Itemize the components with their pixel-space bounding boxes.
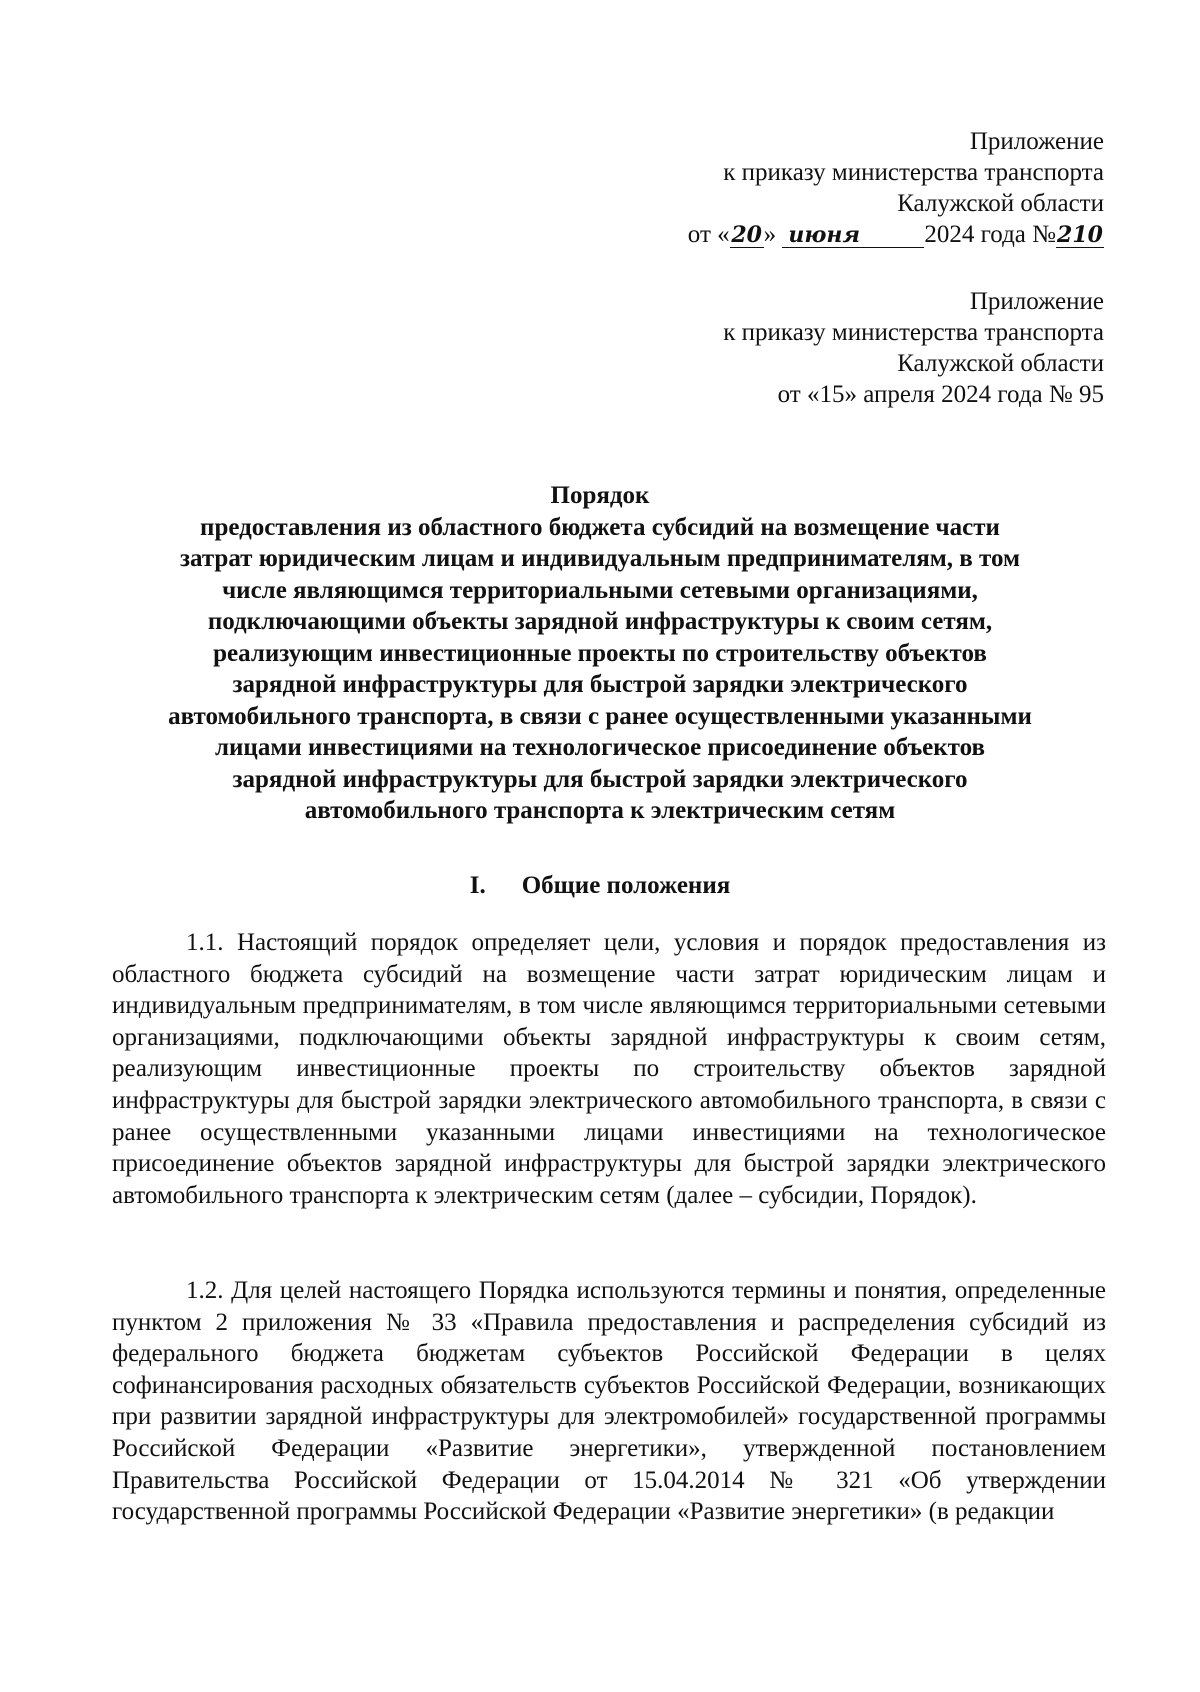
- handwritten-month: июня: [788, 222, 860, 248]
- title-heading: Порядок: [550, 482, 650, 509]
- order-date-line: [688, 219, 1104, 250]
- date-prefix: от «: [687, 221, 730, 248]
- title-line: автомобильного транспорта к электрическим сетям: [304, 797, 896, 824]
- appendix-label: Приложение: [969, 288, 1104, 315]
- title-line: зарядной инфраструктуры для быстрой зарядки электрического: [232, 765, 968, 793]
- document-title: [100, 480, 1100, 827]
- order-reference: к приказу министерства транспорта: [723, 319, 1104, 346]
- title-line: реализующим инвестиционные проекты по строительству объектов: [213, 639, 987, 667]
- order-date-line: от «15» апреля 2024 года № 95: [777, 381, 1104, 408]
- region-name: Калужской области: [897, 350, 1104, 377]
- section-number: I.: [469, 872, 486, 899]
- section-title: Общие положения: [521, 872, 731, 899]
- date-suffix: 2024 года №: [924, 221, 1056, 248]
- title-line: предоставления из областного бюджета субсидий на возмещение части: [200, 513, 1000, 541]
- appendix-label: Приложение: [969, 128, 1104, 155]
- title-line: числе являющимся территориальными сетевыми организациями,: [222, 576, 978, 604]
- paragraph-1-1: 1.1. Настоящий порядок определяет цели, условия и порядок предоставления из областного бюджета субсидий на возмещение части затрат юридическим лицам и индивидуальным предпринимателям, в том числе являющимся территориальными сетевыми организациями, подключающими объекты зарядной инфраструктуры к своим сетям, реализующим инвестиционные проекты по строительству объектов зарядной инфраструктуры для быстрой зарядки электрического автомобильного транспорта, в связи с ранее осуществленными указанными лицами инвестициями на технологическое присоединение объектов зарядной инфраструктуры для быстрой зарядки электрического автомобильного транспорта к электрическим сетям (далее – субсидии, Порядок).: [112, 929, 1106, 1209]
- section-heading: [0, 870, 1200, 901]
- title-line: подключающими объекты зарядной инфраструктуры к своим сетям,: [207, 608, 993, 635]
- title-line: затрат юридическим лицам и индивидуальным предпринимателям, в том: [179, 545, 1021, 572]
- date-quote-close: »: [763, 221, 777, 248]
- handwritten-day: 20: [731, 222, 762, 248]
- appendix-header-original: [723, 286, 1104, 410]
- title-line: лицами инвестициями на технологическое присоединение объектов: [215, 734, 985, 761]
- paragraph-1-2: 1.2. Для целей настоящего Порядка используются термины и понятия, определенные пунктом 2 приложения № 33 «Правила предоставления и распределения субсидий из федерального бюджета бюджетам субъектов Российской Федерации в целях софинансирования расходных обязательств субъектов Российской Федерации, возникающих при развитии зарядной инфраструктуры для электромобилей» государственной программы Российской Федерации «Развитие энергетики», утвержденной постановлением Правительства Российской Федерации от 15.04.2014 № 321 «Об утверждении государственной программы Российской Федерации «Развитие энергетики» (в редакции: [112, 1277, 1106, 1526]
- region-name: Калужской области: [897, 190, 1104, 217]
- title-line: зарядной инфраструктуры для быстрой зарядки электрического: [232, 671, 968, 698]
- appendix-header-new: [688, 126, 1104, 250]
- handwritten-order-number: 210: [1057, 222, 1103, 248]
- order-reference: к приказу министерства транспорта: [723, 159, 1104, 186]
- title-line: автомобильного транспорта, в связи с ранее осуществленными указанными: [168, 702, 1032, 730]
